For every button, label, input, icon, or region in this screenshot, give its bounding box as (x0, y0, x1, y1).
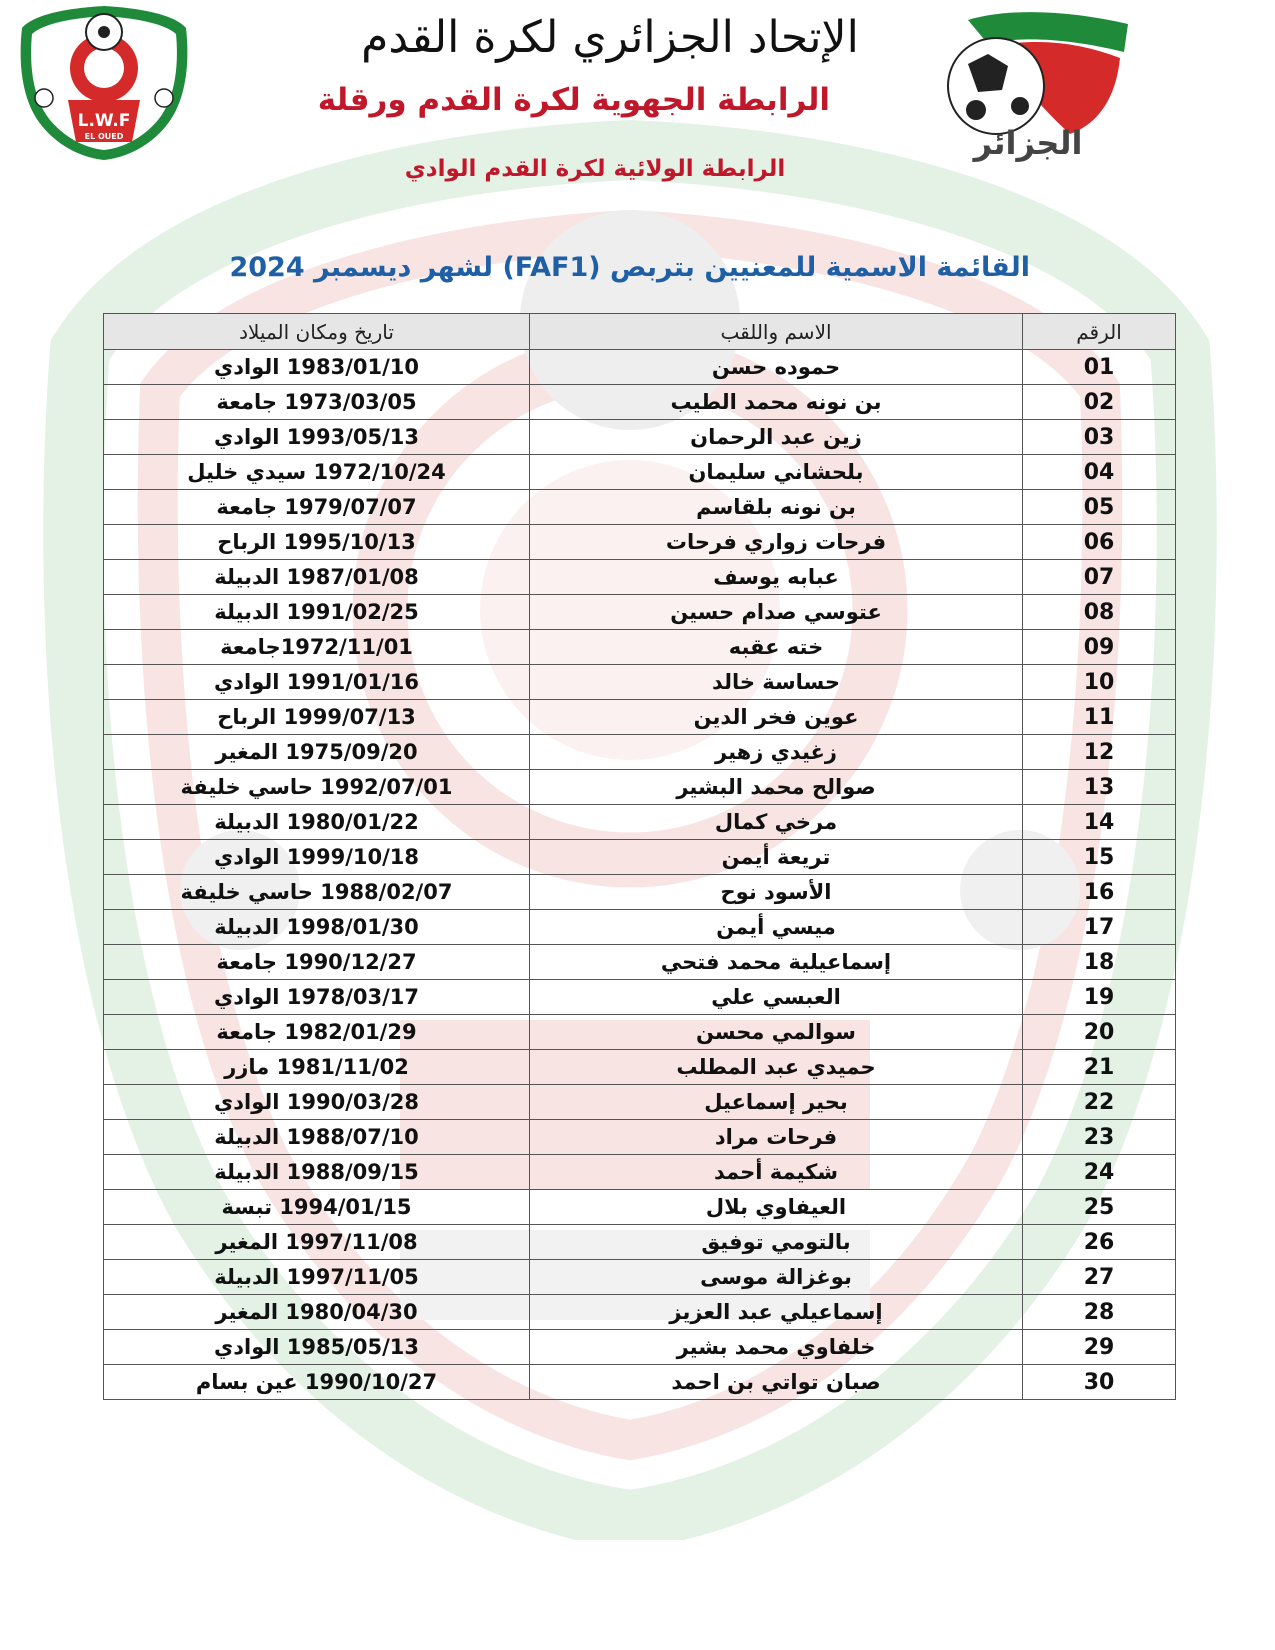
table-row (104, 735, 1176, 770)
row-name: سوالمي محسن (530, 1015, 1023, 1050)
row-birth: 1997/11/08 المغير (104, 1225, 530, 1260)
row-birth: 1998/01/30 الدبيلة (104, 910, 530, 945)
table-row (104, 420, 1176, 455)
row-number: 15 (1023, 840, 1176, 875)
row-name: الأسود نوح (530, 875, 1023, 910)
table-row (104, 1330, 1176, 1365)
row-birth: 1994/01/15 تبسة (104, 1190, 530, 1225)
row-number: 05 (1023, 490, 1176, 525)
table-row (104, 770, 1176, 805)
row-birth: 1980/01/22 الدبيلة (104, 805, 530, 840)
table-row (104, 385, 1176, 420)
header-birth: تاريخ ومكان الميلاد (104, 314, 530, 350)
table-header-row (104, 314, 1176, 350)
row-number: 22 (1023, 1085, 1176, 1120)
row-birth: 1991/02/25 الدبيلة (104, 595, 530, 630)
table-row (104, 560, 1176, 595)
table-row (104, 700, 1176, 735)
row-name: صوالح محمد البشير (530, 770, 1023, 805)
row-birth: 1999/07/13 الرباح (104, 700, 530, 735)
row-number: 10 (1023, 665, 1176, 700)
table-row (104, 1120, 1176, 1155)
row-number: 23 (1023, 1120, 1176, 1155)
row-name: العبسي علي (530, 980, 1023, 1015)
table-row (104, 490, 1176, 525)
row-birth: 1997/11/05 الدبيلة (104, 1260, 530, 1295)
svg-text:L.W.F: L.W.F (77, 111, 131, 131)
row-birth: 1991/01/16 الوادي (104, 665, 530, 700)
row-birth: 1988/02/07 حاسي خليفة (104, 875, 530, 910)
list-title: القائمة الاسمية للمعنيين بتربص (FAF1) لشهر ديسمبر 2024 (229, 252, 1030, 283)
row-birth: 1992/07/01 حاسي خليفة (104, 770, 530, 805)
row-birth: 1983/01/10 الوادي (104, 350, 530, 385)
row-birth: 1985/05/13 الوادي (104, 1330, 530, 1365)
row-name: حميدي عبد المطلب (530, 1050, 1023, 1085)
row-number: 04 (1023, 455, 1176, 490)
row-name: مرخي كمال (530, 805, 1023, 840)
row-number: 20 (1023, 1015, 1176, 1050)
row-birth: 1973/03/05 جامعة (104, 385, 530, 420)
table-row (104, 350, 1176, 385)
row-number: 27 (1023, 1260, 1176, 1295)
svg-text:EL OUED: EL OUED (84, 132, 124, 141)
row-birth: 1988/07/10 الدبيلة (104, 1120, 530, 1155)
row-number: 25 (1023, 1190, 1176, 1225)
row-birth: 1990/10/27 عين بسام (104, 1365, 530, 1400)
row-name: خته عقبه (530, 630, 1023, 665)
table-row (104, 910, 1176, 945)
row-name: بالتومي توفيق (530, 1225, 1023, 1260)
row-birth: 1978/03/17 الوادي (104, 980, 530, 1015)
row-birth: 1981/11/02 مازر (104, 1050, 530, 1085)
row-number: 24 (1023, 1155, 1176, 1190)
row-birth: 1988/09/15 الدبيلة (104, 1155, 530, 1190)
table-row (104, 595, 1176, 630)
row-number: 03 (1023, 420, 1176, 455)
row-number: 09 (1023, 630, 1176, 665)
row-name: عتوسي صدام حسين (530, 595, 1023, 630)
table-row (104, 875, 1176, 910)
table-row (104, 630, 1176, 665)
row-number: 30 (1023, 1365, 1176, 1400)
row-name: عوين فخر الدين (530, 700, 1023, 735)
lwf-el-oued-crest-icon (14, 2, 194, 162)
table-row (104, 945, 1176, 980)
row-name: إسماعيلي عبد العزيز (530, 1295, 1023, 1330)
row-birth: 1982/01/29 جامعة (104, 1015, 530, 1050)
table-row (104, 1085, 1176, 1120)
row-number: 08 (1023, 595, 1176, 630)
row-name: إسماعيلية محمد فتحي (530, 945, 1023, 980)
row-name: شكيمة أحمد (530, 1155, 1023, 1190)
row-name: بوغزالة موسى (530, 1260, 1023, 1295)
regional-league-title: الرابطة الجهوية لكرة القدم ورقلة (317, 82, 830, 118)
table-body (104, 350, 1176, 1400)
row-birth: 1993/05/13 الوادي (104, 420, 530, 455)
row-number: 19 (1023, 980, 1176, 1015)
row-number: 17 (1023, 910, 1176, 945)
row-birth: 1972/10/24 سيدي خليل (104, 455, 530, 490)
row-birth: 1999/10/18 الوادي (104, 840, 530, 875)
row-number: 01 (1023, 350, 1176, 385)
table-row (104, 1365, 1176, 1400)
trainees-table (103, 313, 1176, 1400)
row-name: بلحشاني سليمان (530, 455, 1023, 490)
row-number: 07 (1023, 560, 1176, 595)
row-number: 06 (1023, 525, 1176, 560)
table-row (104, 1050, 1176, 1085)
row-name: زغيدي زهير (530, 735, 1023, 770)
row-number: 14 (1023, 805, 1176, 840)
row-name: فرحات زواري فرحات (530, 525, 1023, 560)
table-row (104, 665, 1176, 700)
row-number: 26 (1023, 1225, 1176, 1260)
row-name: تريعة أيمن (530, 840, 1023, 875)
row-name: حموده حسن (530, 350, 1023, 385)
svg-text:الجزائر: الجزائر (973, 124, 1083, 162)
row-number: 16 (1023, 875, 1176, 910)
row-number: 21 (1023, 1050, 1176, 1085)
faf-algeria-flag-ball-icon (928, 2, 1138, 167)
table-row (104, 1155, 1176, 1190)
row-number: 11 (1023, 700, 1176, 735)
row-birth: 1990/12/27 جامعة (104, 945, 530, 980)
row-number: 29 (1023, 1330, 1176, 1365)
row-number: 28 (1023, 1295, 1176, 1330)
row-name: فرحات مراد (530, 1120, 1023, 1155)
row-birth: 1979/07/07 جامعة (104, 490, 530, 525)
row-name: ميسي أيمن (530, 910, 1023, 945)
row-number: 13 (1023, 770, 1176, 805)
table-row (104, 1260, 1176, 1295)
row-number: 12 (1023, 735, 1176, 770)
federation-title: الإتحاد الجزائري لكرة القدم (361, 12, 859, 63)
row-birth: 1975/09/20 المغير (104, 735, 530, 770)
table-row (104, 1295, 1176, 1330)
table-row (104, 805, 1176, 840)
row-name: زين عبد الرحمان (530, 420, 1023, 455)
row-birth: 1990/03/28 الوادي (104, 1085, 530, 1120)
row-name: خلفاوي محمد بشير (530, 1330, 1023, 1365)
row-name: بحير إسماعيل (530, 1085, 1023, 1120)
table-row (104, 1015, 1176, 1050)
table-row (104, 525, 1176, 560)
row-birth: 1972/11/01جامعة (104, 630, 530, 665)
header-name: الاسم واللقب (530, 314, 1023, 350)
table-row (104, 455, 1176, 490)
row-name: صبان تواتي بن احمد (530, 1365, 1023, 1400)
row-birth: 1987/01/08 الدبيلة (104, 560, 530, 595)
row-name: بن نونه بلقاسم (530, 490, 1023, 525)
header-number: الرقم (1023, 314, 1176, 350)
table-row (104, 1190, 1176, 1225)
row-name: حساسة خالد (530, 665, 1023, 700)
wilaya-league-title: الرابطة الولائية لكرة القدم الوادي (404, 156, 786, 182)
row-name: عبابه يوسف (530, 560, 1023, 595)
table-row (104, 840, 1176, 875)
row-name: بن نونه محمد الطيب (530, 385, 1023, 420)
table-row (104, 980, 1176, 1015)
row-birth: 1995/10/13 الرباح (104, 525, 530, 560)
row-number: 18 (1023, 945, 1176, 980)
row-name: العيفاوي بلال (530, 1190, 1023, 1225)
row-number: 02 (1023, 385, 1176, 420)
row-birth: 1980/04/30 المغير (104, 1295, 530, 1330)
table-row (104, 1225, 1176, 1260)
